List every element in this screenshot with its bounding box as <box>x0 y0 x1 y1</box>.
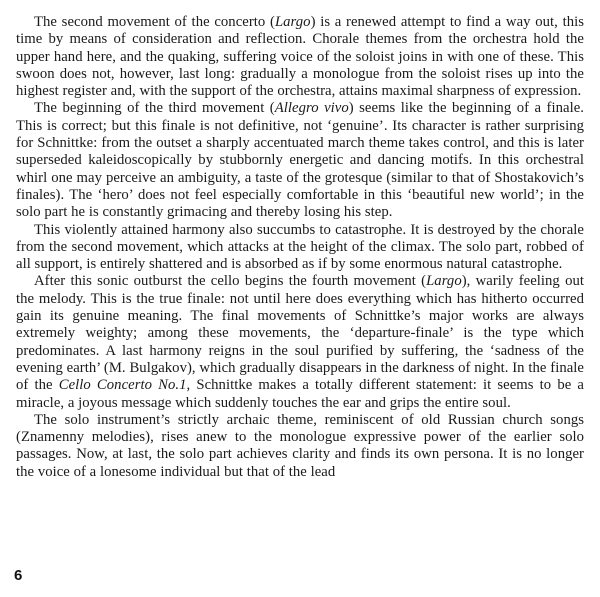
text-run: , Schnittke makes a totally different statement: it seems to be a miracle, a joyous message which suddenly touches the ear and grips the entire soul. <box>16 377 584 411</box>
text-run: After this sonic outburst the cello begins the fourth movement ( <box>34 273 427 290</box>
paragraph-fourth-movement <box>16 273 584 411</box>
text-run: The solo instrument’s strictly archaic theme, reminiscent of old Russian church songs (Znamenny melodies), rises anew to the monologue expressive power of the earlier solo passages. Now, at last, the solo part achieves clarity and finds its own persona. It is no longer the voice of a lonesome individual but that of the lead <box>16 411 584 480</box>
paragraph-second-movement <box>16 14 584 100</box>
text-run: This violently attained harmony also succumbs to catastrophe. It is destroyed by the chorale from the second movement, which attacks at the height of the climax. The solo part, robbed of all support, is entirely shattered and is absorbed as if by some enormous natural catastrophe. <box>16 221 584 273</box>
paragraph-catastrophe <box>16 222 584 274</box>
italic-title: Largo <box>274 14 311 30</box>
italic-title: Allegro vivo <box>274 100 349 117</box>
body-text <box>16 14 584 481</box>
text-run: ), warily feeling out the melody. This is the true finale: not until here does everything which has hitherto occurred gain its genuine meaning. The final movements of Schnittke’s major works are always extremely weighty; among these movements, the ‘departure-finale’ is the type which predominates. A last harmony reigns in the soul purified by suffering, the ‘sadness of the evening earth’ (M. Bulgakov), which gradually disappears in the darkness of night. In the finale of the <box>16 273 584 394</box>
paragraph-solo-theme <box>16 412 584 481</box>
text-run: The beginning of the third movement ( <box>34 100 275 117</box>
text-run: The second movement of the concerto ( <box>34 14 275 30</box>
page-number: 6 <box>14 567 23 584</box>
text-run: ) seems like the beginning of a finale. This is correct; but this finale is not definitive, not ‘genuine’. Its character is rather surprising for Schnittke: from the outset a sharply accentuated march theme takes control, and this is later superseded kaleidoscopically by stubbornly energetic and dancing motifs. In this orchestral whirl one may perceive an ambiguity, a taste of the grotesque (similar to that of Shostakovich’s finales). The ‘hero’ does not feel especially comfortable in this ‘beautiful new world’; in the solo part he is constantly grimacing and thereby losing his step. <box>16 100 584 221</box>
italic-title: Largo <box>426 273 462 290</box>
text-run: ) is a renewed attempt to find a way out, this time by means of consideration and reflection. Chorale themes from the orchestra hold the upper hand here, and the quaking, suffering voice of the soloist joins in with one of these. This swoon does not, however, last long: gradually a monologue from the soloist rises up into the highest register and, with the support of the orchestra, attains maximal sharpness of expression. <box>16 14 584 100</box>
paragraph-third-movement <box>16 100 584 221</box>
italic-title: Cello Concerto No.1 <box>58 377 187 394</box>
